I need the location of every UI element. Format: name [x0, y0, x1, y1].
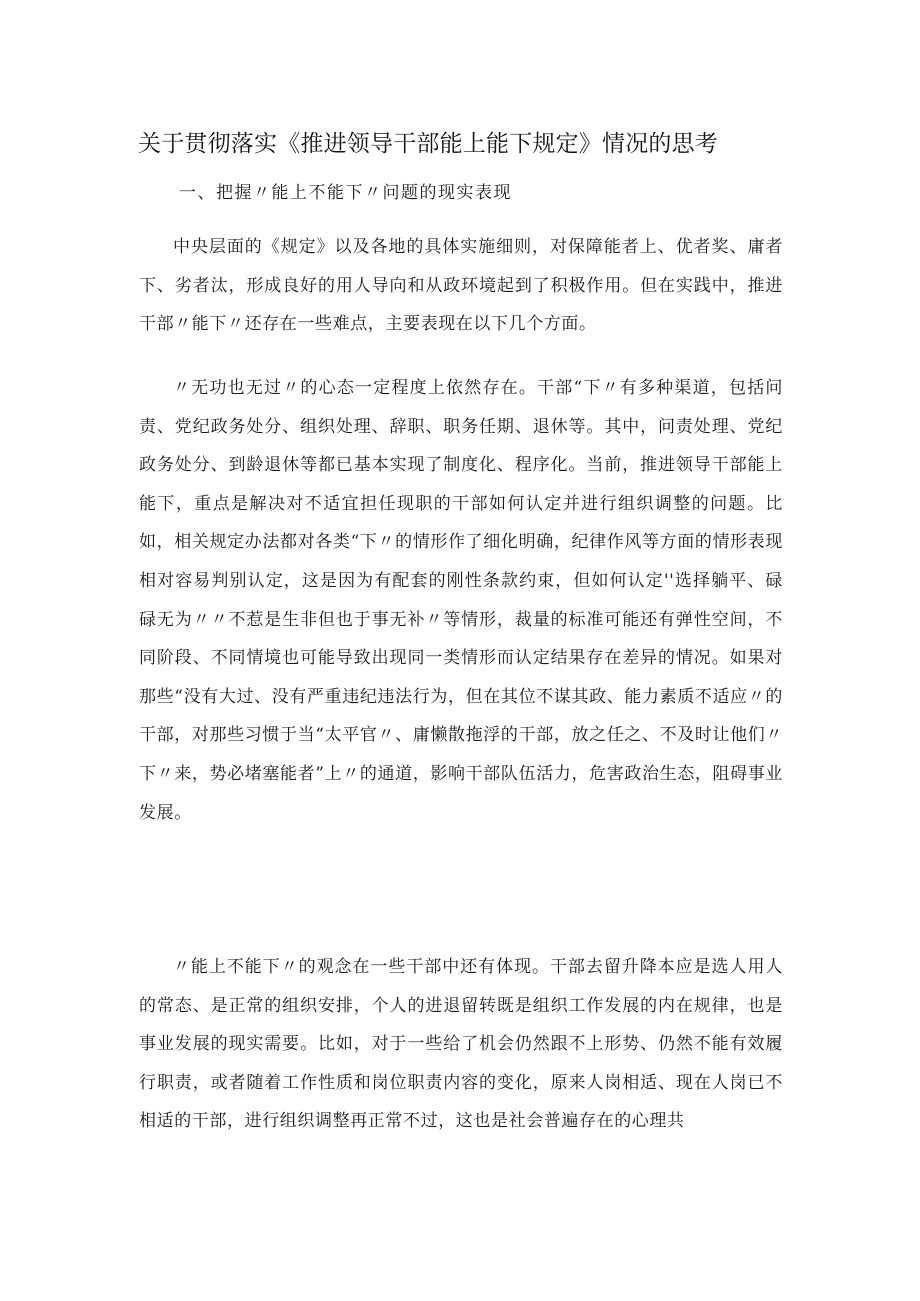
section-heading: 一、把握〃能上不能下〃问题的现实表现	[179, 183, 512, 203]
paragraph-3: 〃能上不能下〃的观念在一些干部中还有体现。干部去留升降本应是选人用人的常态、是正常的组织安排，个人的进退留转既是组织工作发展的内在规律，也是事业发展的现实需要。比如，对于一些给了机会仍然跟不上形势、仍然不能有效履行职责，或者随着工作性质和岗位职责内容的变化，原来人岗相适、现在人岗已不相适的干部，进行组织调整再正常不过，这也是社会普遍存在的心理共	[139, 957, 783, 1132]
document-title: 关于贯彻落实《推进领导干部能上能下规定》情况的思考	[138, 131, 718, 157]
paragraph-2: 〃无功也无过〃的心态一定程度上依然存在。干部“下〃有多种渠道，包括问责、党纪政务处分、组织处理、辞职、职务任期、退休等。其中，问责处理、党纪政务处分、到龄退休等都已基本实现了制度化、程序化。当前，推进领导干部能上能下，重点是解决对不适宜担任现职的干部如何认定并进行组织调整的问题。比如，相关规定办法都对各类“下〃的情形作了细化明确，纪律作风等方面的情形表现相对容易判别认定，这是因为有配套的刚性条款约束，但如何认定''选择躺平、碌碌无为〃〃不惹是生非但也于事无补〃等情形，裁量的标准可能还有弹性空间，不同阶段、不同情境也可能导致出现同一类情形而认定结果存在差异的情况。如果对那些“没有大过、没有严重违纪违法行为，但在其位不谋其政、能力素质不适应〃的干部，对那些习惯于当“太平官〃、庸懒散拖浮的干部，放之任之、不及时让他们〃下〃来，势必堵塞能者”上〃的通道，影响干部队伍活力，危害政治生态，阻碍事业发展。	[139, 378, 783, 823]
paragraph-1: 中央层面的《规定》以及各地的具体实施细则，对保障能者上、优者奖、庸者下、劣者汰，形成良好的用人导向和从政环境起到了积极作用。但在实践中，推进干部〃能下〃还存在一些难点，主要表现在以下几个方面。	[139, 237, 783, 335]
